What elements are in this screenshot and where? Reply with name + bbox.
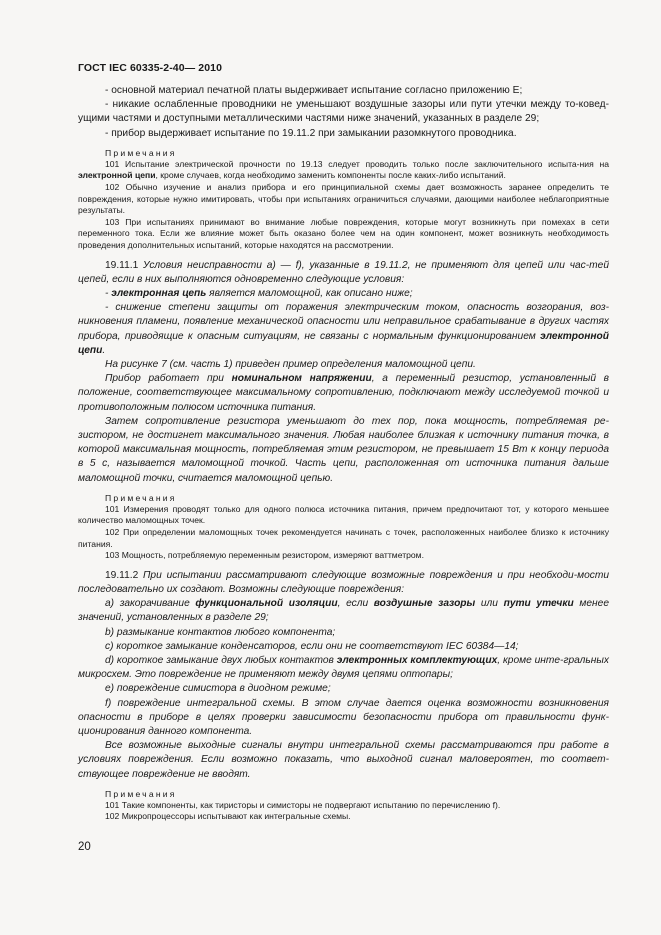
note-102: 102 Обычно изучение и анализ прибора и его принципиальной схемы дает возможность заранее определить те повреждения, которые нужно имитировать, чтобы при испытаниях ограничиться случаями, дающими наиболее неблагоприятные результаты. (78, 182, 609, 216)
fault-e: е) повреждение симистора в диодном режиме; (105, 683, 331, 695)
condition-2: - снижение степени защиты от поражения электрическим током, опасность возгорания, воз-никновения пламени, появление механической опасности или неправильное срабатывание в других частях прибора, приводящие к опасным ситуациям, не связаны с нормальным функционированием электронной цепи. (78, 302, 609, 356)
clause-19-11-1: 19.11.1 Условия неисправности а) — f), указанные в 19.11.2, не применяют для цепей или час-тей цепей, если в них выполняются одновременно следующие условия: (78, 259, 609, 285)
fault-f: f) повреждение интегральной схемы. В этом случае дается оценка возможности возникновения опасности в приборе в целях проверки зависимости безопасности прибора от правильности функ-ционирования данного компонента. (78, 697, 609, 738)
note-102: 102 При определении маломощных точек рекомендуется начинать с точек, расположенных наиболее близко к источнику питания. (78, 527, 609, 549)
procedure-2: Затем сопротивление резистора уменьшают до тех пор, пока мощность, потребляемая ре-зистором, не достигнет максимального значения. Любая наиболее близкая к источнику питания точка, в которой максимальная мощность, потребляемая этим резистором, не превышает 15 Вт к концу периода в 5 с, называется маломощной точкой. Часть цепи, расположенная от источника питания дальше маломощной точки, считается маломощной цепью. (78, 415, 609, 484)
intro-item-3: - прибор выдерживает испытание по 19.11.2 при замыкании разомкнутого проводника. (105, 127, 517, 139)
fault-b: b) размыкание контактов любого компонента; (105, 626, 336, 638)
output-signals: Все возможные выходные сигналы внутри интегральной схемы рассматриваются при работе в условиях повреждения. Если возможно показать, что выходной сигнал маловероятен, то соответ-ствующее повреждение не вводят. (78, 740, 609, 780)
notes-title: Примечания (105, 147, 177, 158)
fault-c: с) короткое замыкание конденсаторов, если они не соответствуют IEC 60384—14; (105, 640, 519, 652)
figure-reference: На рисунке 7 (см. часть 1) приведен пример определения маломощной цепи. (105, 358, 476, 370)
note-101: 101 Такие компоненты, как тиристоры и симисторы не подвергают испытанию по перечислению f). (105, 799, 501, 810)
notes-title: Примечания (105, 788, 177, 799)
intro-item-1: - основной материал печатной платы выдерживает испытание согласно приложению Е; (105, 85, 523, 96)
note-102: 102 Микропроцессоры испытывают как интегральные схемы. (105, 811, 351, 822)
note-101: 101 Испытание электрической прочности по 19.13 следует проводить только после заключительного испыта-ния на электронной цепи, кроме случаев, когда необходимо заменить компоненты после каких-либо испытаний. (78, 158, 609, 181)
note-103: 103 Мощность, потребляемую переменным резистором, измеряют ваттметром. (105, 550, 424, 561)
page-number: 20 (78, 841, 91, 853)
fault-a: а) закорачивание функциональной изоляции, если воздушные зазоры или пути утечки менее значений, установленных в разделе 29; (78, 598, 609, 624)
procedure-1: Прибор работает при номинальном напряжении, а переменный резистор, установленный в положение, соответствующее максимальному сопротивлению, подключают между исследуемой точкой и противоположным полюсом источника питания. (78, 373, 609, 413)
condition-1: - электронная цепь является маломощной, как описано ниже; (105, 287, 413, 299)
standard-header: ГОСТ IEC 60335-2-40— 2010 (78, 62, 223, 74)
page-content (78, 84, 609, 823)
clause-19-11-2: 19.11.2 При испытании рассматривают следующие возможные повреждения и при необходи-мости последовательно их создают. Возможны следующие повреждения: (78, 569, 609, 595)
note-103: 103 При испытаниях принимают во внимание любые повреждения, которые могут возникнуть при помехах в сети переменного тока. Если же влияние может быть оказано более чем на один компонент, может возникнуть необходимость проведения дополнительных испытаний, которые находятся на рассмотрении. (78, 216, 609, 250)
note-101: 101 Измерения проводят только для одного полюса источника питания, причем предпочитают тот, у которого меньшее количество маломощных точек. (78, 503, 609, 526)
fault-d: d) короткое замыкание двух любых контактов электронных комплектующих, кроме инте-гральных микросхем. Это повреждение не применяют между двумя цепями оптопары; (78, 655, 609, 681)
notes-title: Примечания (105, 492, 177, 503)
intro-item-2: - никакие ослабленные проводники не уменьшают воздушные зазоры или пути утечки между то-коведущими частями и доступными металлическими частями ниже значений, указанных в разделе 29; (78, 99, 609, 125)
